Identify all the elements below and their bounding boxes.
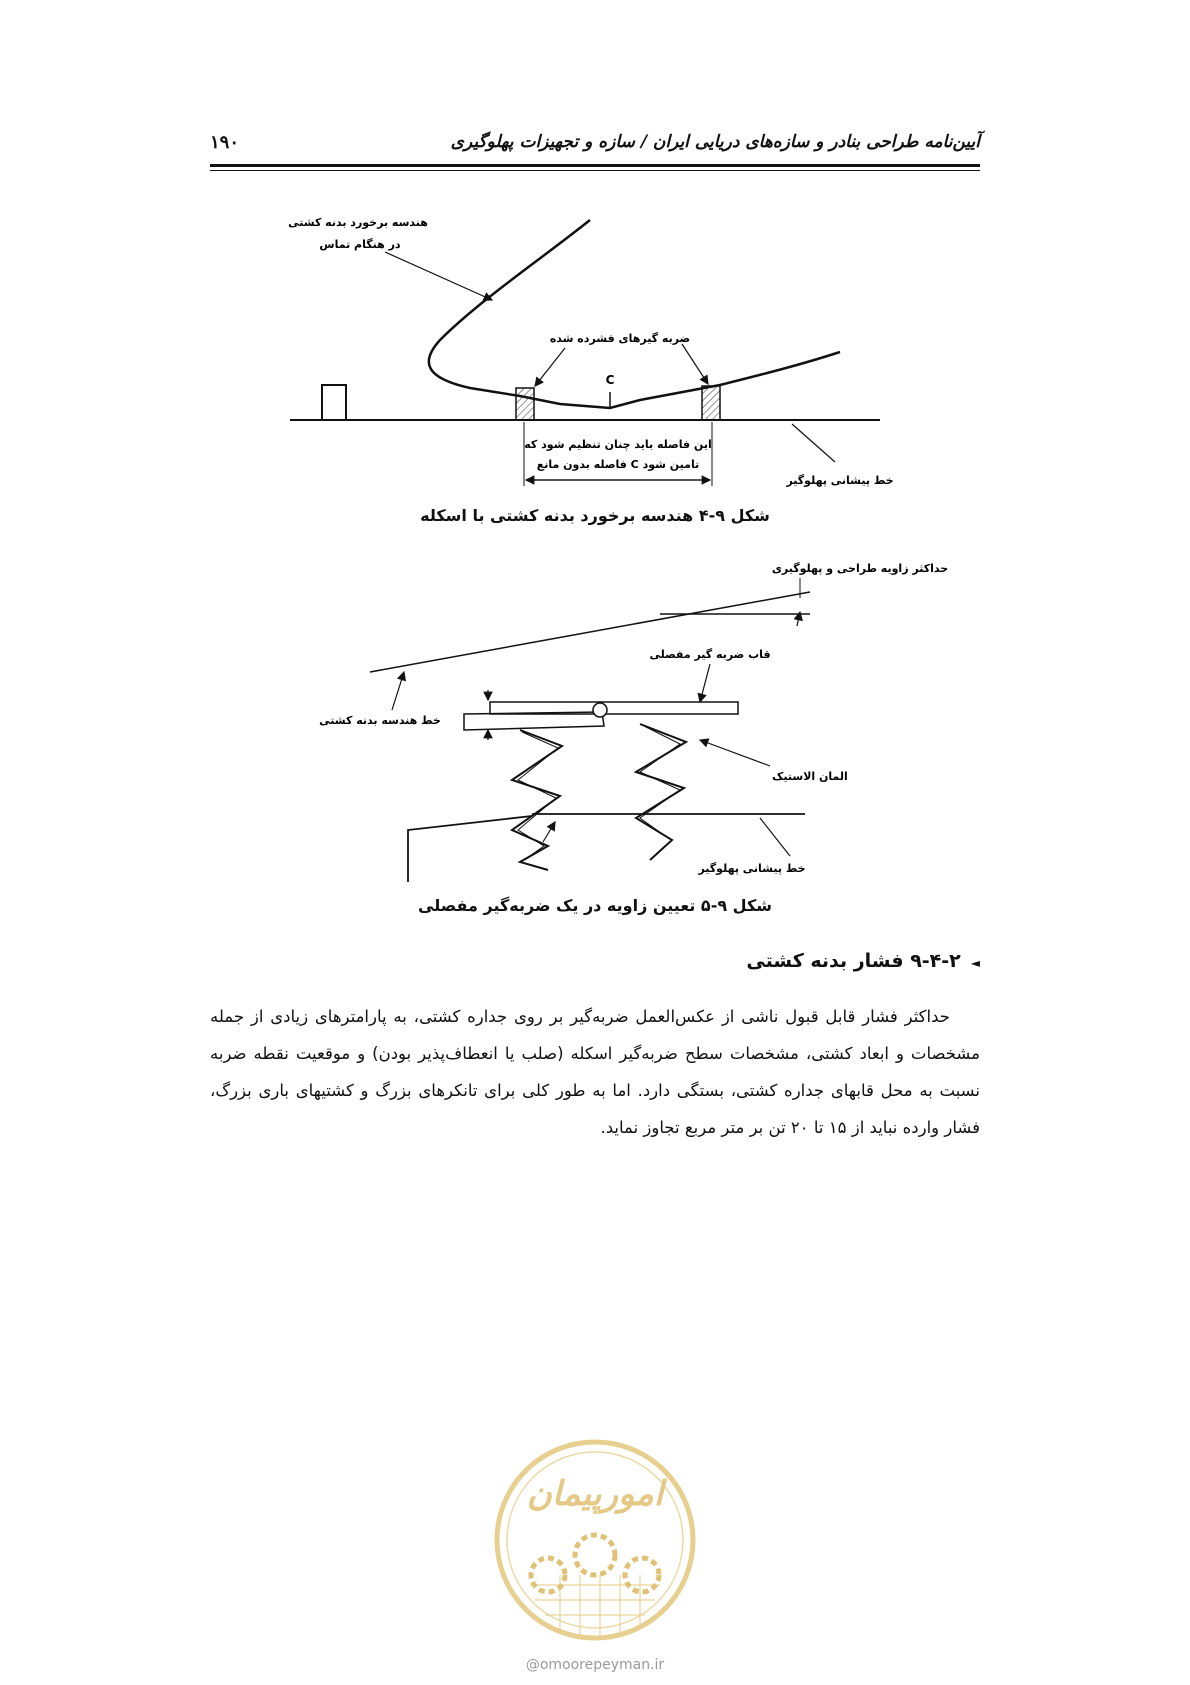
clearance-c-label: C [605,373,615,387]
hull-geometry-label: هندسه برخورد بدنه کشتی [288,216,428,229]
bollard [322,385,346,420]
figure1-caption: شکل ۹-۴ هندسه برخورد بدنه کشتی با اسکله [420,506,770,525]
running-title: آیین‌نامه طراحی بنادر و سازه‌های دریایی ایران / سازه و تجهیزات پهلوگیری [450,132,980,152]
fender-frame [490,702,738,714]
watermark-logo-text: امورپیمان [526,1474,664,1514]
page-number: ۱۹۰ [210,132,240,153]
section-heading [210,950,980,972]
watermark-site: @omoorepeyman.ir [525,1657,665,1673]
body-paragraph: حداکثر فشار قابل قبول ناشی از عکس‌العمل ضربه‌گیر بر روی جداره کشتی، به پارامترهای زیادی از جمله مشخصات و ابعاد کشتی، مشخصات سطح ضربه‌گیر اسکله (صلب یا انعطاف‌پذیر بودن) و موقعیت نقطه ضربه نسبت به محل قابهای جداره کشتی، بستگی دارد. اما به طور کلی برای تانکرهای بزرگ و کشتیهای باری بزرگ، فشار وارده نباید از ۱۵ تا ۲۰ تن بر متر مربع تجاوز نماید. [210,1007,980,1137]
quay-wall [408,816,532,882]
figure-articulated-fender [0,540,1190,890]
section-bullet-icon: ◄ [970,956,980,970]
fender-left [516,388,534,420]
distance-label: این فاصله باید چنان تنظیم شود که [524,438,712,451]
fender-right [702,386,720,420]
hinge [593,703,607,717]
watermark-logo [490,1435,700,1645]
compressed-fenders-label: ضربه گیرهای فشرده شده [549,332,691,345]
hull-geometry-label-2: در هنگام تماس [319,238,401,251]
figure-hull-contact [0,0,1190,520]
berth-line-label: خط پیشانی پهلوگیر [786,474,894,487]
figure2-caption: شکل ۹-۵ تعیین زاویه در یک ضربه‌گیر مفصلی [418,896,772,915]
max-angle-label: حداکثر زاویه طراحی و پهلوگیری [771,562,949,575]
body-text [210,998,980,1146]
section-heading-text: ۹-۴-۲ فشار بدنه کشتی [746,950,961,972]
watermark [490,1435,700,1685]
rubber-element-label: المان الاستیک [772,770,848,783]
hull-curve [429,220,840,408]
rubber-element-right [636,724,686,860]
berth-line-label-2: خط پیشانی پهلوگیر [698,862,806,875]
fender-frame-label: قاب ضربه گیر مفصلی [649,648,771,661]
hull-line-label: خط هندسه بدنه کشتی [319,714,441,727]
distance-label-2: فاصله بدون مانع C تامین شود [536,458,700,471]
